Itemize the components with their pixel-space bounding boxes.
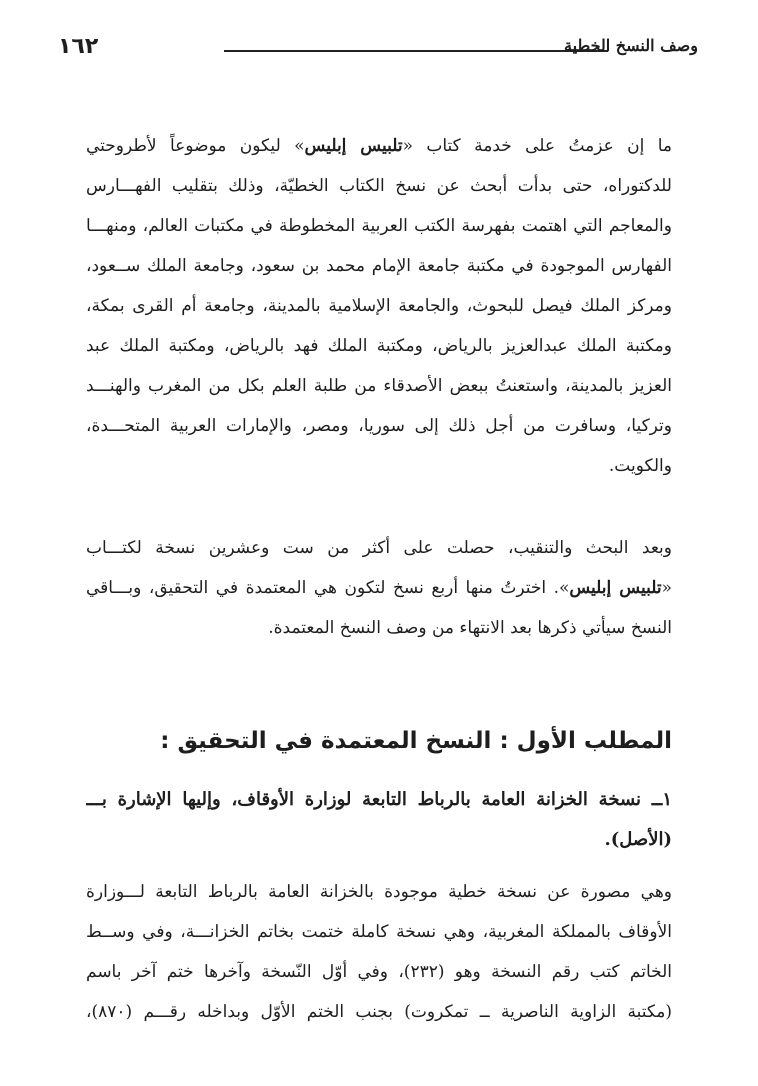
second-line-2-quote: «: [661, 578, 672, 598]
description-line-1: وهي مصورة عن نسخة خطية موجودة بالخزانة العامة بالرباط التابعة لـــوزارة: [86, 882, 672, 902]
intro-line-9: والكويت.: [608, 456, 672, 476]
intro-line-3: والمعاجم التي اهتمت بفهرسة الكتب العربية المخطوطة في مكتبات العالم، ومنهـــا: [86, 216, 672, 236]
intro-line-1: [86, 126, 672, 166]
description-paragraph: [86, 872, 672, 1032]
second-line-3: النسخ سيأتي ذكرها بعد الانتهاء من وصف النسخ المعتمدة.: [268, 618, 672, 638]
intro-line-1-start: ما إن عزمتُ على خدمة كتاب «: [402, 136, 672, 156]
second-line-2-rest: ». اخترتُ منها أربع نسخ لتكون هي المعتمدة في التحقيق، وبـــاقي: [86, 578, 570, 598]
intro-line-1-end: » ليكون موضوعاً لأطروحتي: [86, 136, 305, 156]
page-number: ١٦٢: [58, 34, 99, 59]
intro-line-6: ومكتبة الملك عبدالعزيز بالرياض، ومكتبة الملك فهد بالرياض، ومكتبة الملك عبد: [86, 336, 672, 356]
intro-paragraph: [86, 126, 672, 486]
book-title: تلبيس إبليس: [304, 136, 403, 156]
page-header: [58, 34, 698, 66]
description-line-3: الخاتم كتب رقم النسخة وهو (٢٣٢)، وفي أوّل النّسخة وآخرها ختم آخر باسم: [86, 962, 672, 982]
description-line-2: الأوقاف بالمملكة المغربية، وهي نسخة كاملة ختمت بخاتم الخزانـــة، وفي وســط: [86, 922, 672, 942]
intro-line-4: الفهارس الموجودة في مكتبة جامعة الإمام محمد بن سعود، وجامعة الملك ســعود،: [86, 256, 672, 276]
item-heading-line-2: (الأصل).: [604, 829, 672, 850]
description-line-4: (مكتبة الزاوية الناصرية ــ تمكروت) بجنب الختم الأوّل وبداخله رقـــم (٨٧٠)،: [86, 1002, 672, 1022]
header-rule: [224, 50, 608, 52]
section-heading: المطلب الأول : النسخ المعتمدة في التحقيق :: [160, 728, 672, 754]
second-line-1: وبعد البحث والتنقيب، حصلت على أكثر من ست وعشرين نسخة لكتـــاب: [86, 538, 672, 558]
manuscript-item-heading: [86, 780, 672, 860]
intro-line-8: وتركيا، وسافرت من أجل ذلك إلى سوريا، ومصر، والإمارات العربية المتحـــدة،: [86, 416, 672, 436]
intro-line-7: العزيز بالمدينة، واستعنتُ ببعض الأصدقاء من طلبة العلم بكل من المغرب والهنـــد: [86, 376, 672, 396]
book-title: تلبيس إبليس: [569, 578, 662, 598]
intro-line-2: للدكتوراه، حتى بدأت أبحث عن نسخ الكتاب الخطيّة، وذلك بتقليب الفهـــارس: [86, 176, 672, 196]
item-heading-line-1: ١ــ نسخة الخزانة العامة بالرباط التابعة لوزارة الأوقاف، وإليها الإشارة بـــ: [86, 789, 672, 810]
second-paragraph: [86, 528, 672, 648]
running-title: وصف النسخ الخطية: [564, 36, 698, 55]
intro-line-5: ومركز الملك فيصل للبحوث، والجامعة الإسلامية بالمدينة، وجامعة أم القرى بمكة،: [86, 296, 672, 316]
second-line-2: [86, 568, 672, 608]
